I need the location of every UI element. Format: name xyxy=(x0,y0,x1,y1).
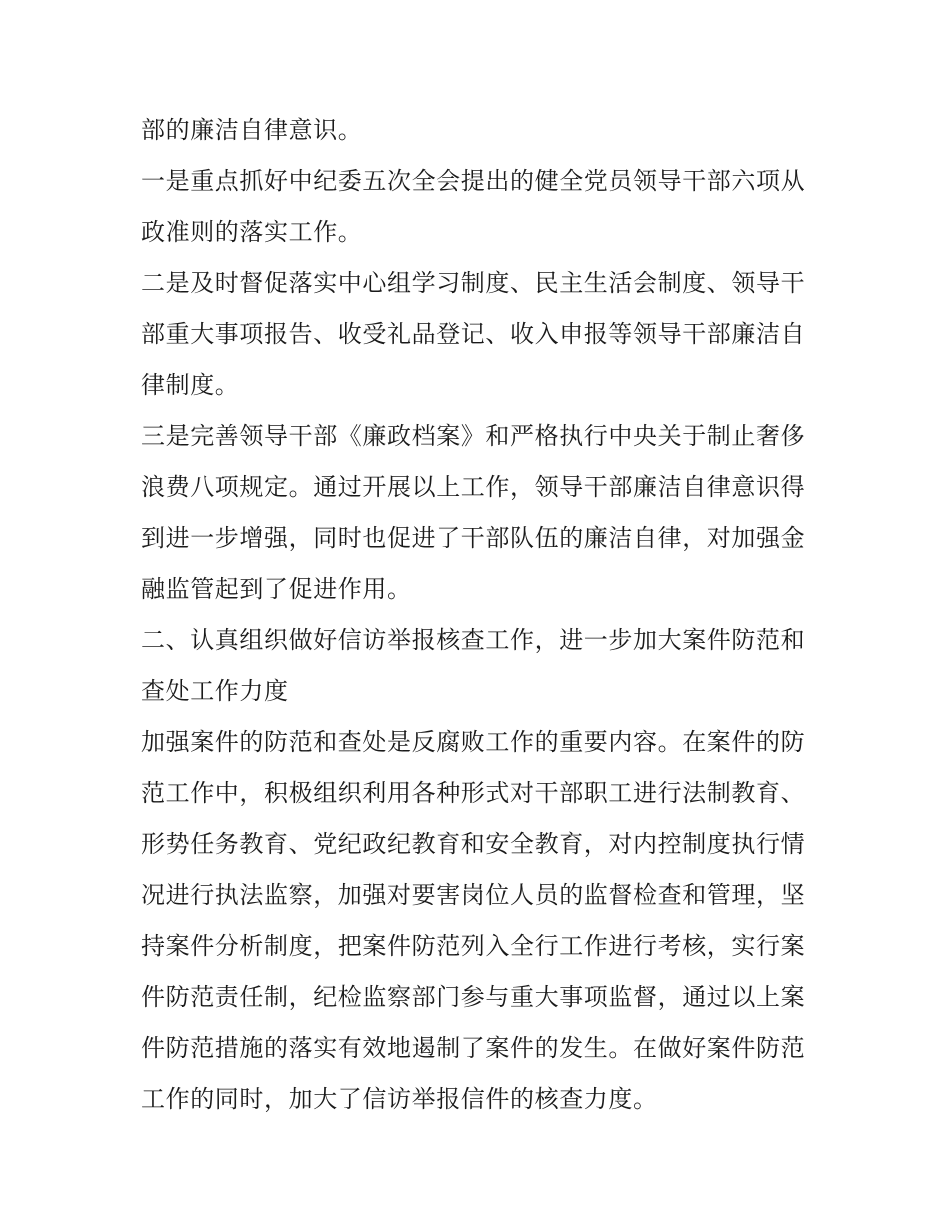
text-line: 持案件分析制度，把案件防范列入全行工作进行考核，实行案 xyxy=(141,932,806,960)
text-line: 况进行执法监察，加强对要害岗位人员的监督检查和管理，坚 xyxy=(141,881,806,909)
section-heading-line: 查处工作力度 xyxy=(141,677,289,705)
text-line: 一是重点抓好中纪委五次全会提出的健全党员领导干部六项从 xyxy=(141,167,806,195)
text-line: 工作的同时，加大了信访举报信件的核查力度。 xyxy=(141,1085,658,1113)
section-heading-line: 二、认真组织做好信访举报核查工作，进一步加大案件防范和 xyxy=(141,626,806,654)
text-line: 融监管起到了促进作用。 xyxy=(141,575,412,603)
text-line: 到进一步增强，同时也促进了干部队伍的廉洁自律，对加强金 xyxy=(141,524,806,552)
text-line: 二是及时督促落实中心组学习制度、民主生活会制度、领导干 xyxy=(141,269,806,297)
text-line: 浪费八项规定。通过开展以上工作，领导干部廉洁自律意识得 xyxy=(141,473,806,501)
text-line: 加强案件的防范和查处是反腐败工作的重要内容。在案件的防 xyxy=(141,728,806,756)
text-line: 范工作中，积极组织利用各种形式对干部职工进行法制教育、 xyxy=(141,779,806,807)
text-line: 形势任务教育、党纪政纪教育和安全教育，对内控制度执行情 xyxy=(141,830,806,858)
text-line: 件防范措施的落实有效地遏制了案件的发生。在做好案件防范 xyxy=(141,1034,806,1062)
text-line: 件防范责任制，纪检监察部门参与重大事项监督，通过以上案 xyxy=(141,983,806,1011)
text-line: 律制度。 xyxy=(141,371,240,399)
document-body xyxy=(141,105,821,1125)
text-line: 政准则的落实工作。 xyxy=(141,218,363,246)
text-line: 三是完善领导干部《廉政档案》和严格执行中央关于制止奢侈 xyxy=(141,422,806,450)
text-line: 部的廉洁自律意识。 xyxy=(141,116,363,144)
text-line: 部重大事项报告、收受礼品登记、收入申报等领导干部廉洁自 xyxy=(141,320,806,348)
